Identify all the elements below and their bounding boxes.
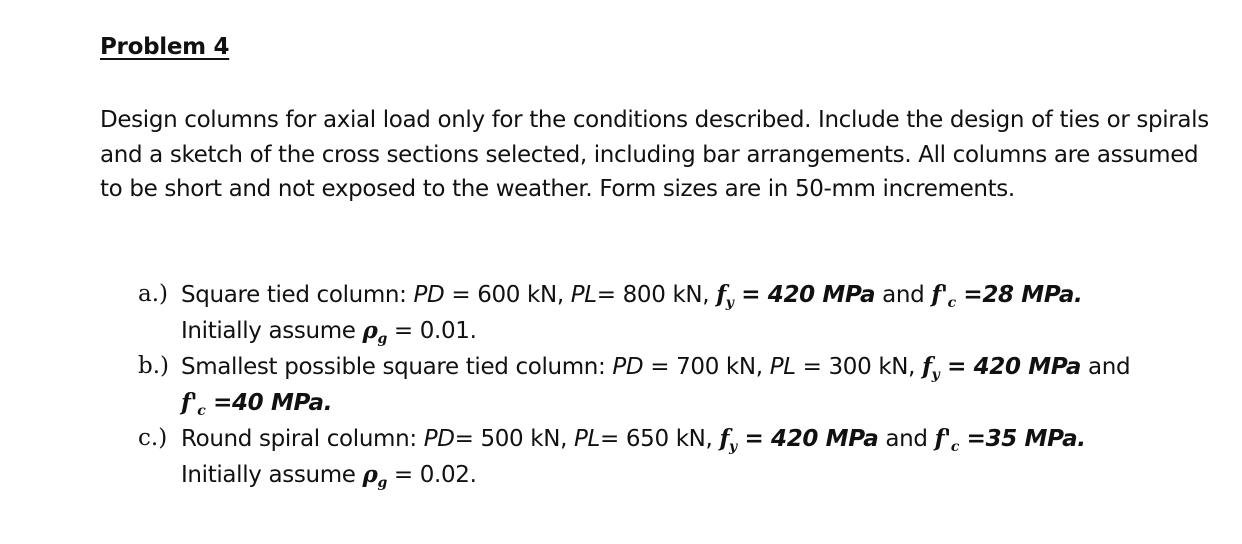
rho-symbol: $\rho_g$ [362,317,387,347]
fy-symbol: $f_y$ [716,281,734,311]
condition-a-line-1 [181,277,1218,313]
pd-label: PD [413,282,445,308]
rho-value: = 0.02. [386,462,477,488]
and-text: and [878,426,935,452]
pl-value: = 650 kN, [600,426,720,452]
condition-a [138,277,1218,349]
fc-symbol: $f'_c$ [931,281,956,311]
and-text: and [875,282,932,308]
pl-label: PL [769,354,796,380]
fc-symbol: $f'_c$ [181,389,206,419]
condition-a-line-2 [181,313,1218,349]
pd-label: PD [423,426,455,452]
fc-value: =28 MPa. [955,282,1083,308]
fy-value: = 420 MPa [733,282,876,308]
pl-label: PL [574,426,601,452]
fy-value: = 420 MPa [736,426,879,452]
and-text: and [1081,354,1131,380]
column-type: Round spiral column: [181,426,424,452]
rho-lead: Initially assume [181,462,363,488]
pl-value: = 800 kN, [596,282,717,308]
pd-value: = 500 kN, [454,426,575,452]
pd-value: = 600 kN, [444,282,571,308]
condition-b [138,349,1218,421]
condition-b-line-2 [181,385,1218,421]
rho-lead: Initially assume [181,318,363,344]
rho-symbol: $\rho_g$ [362,461,387,491]
pd-value: = 700 kN, [643,354,770,380]
fy-symbol: $f_y$ [922,353,940,383]
condition-c-line-1 [181,421,1218,457]
fc-value: =40 MPa. [205,390,333,416]
problem-intro: Design columns for axial load only for the conditions described. Include the design of ties or spirals and a sketch of the cross sections selected, including bar arrangements. All columns are assumed to be short and not exposed to the weather. Form sizes are in 50-mm increments. [100,107,1209,202]
fy-symbol: $f_y$ [719,425,737,455]
pd-label: PD [612,354,644,380]
pl-value: = 300 kN, [795,354,923,380]
fc-value: =35 MPa. [959,426,1086,452]
rho-value: = 0.01. [386,318,477,344]
problem-title: Problem 4 [100,34,230,60]
column-type: Smallest possible square tied column: [181,354,613,380]
fc-symbol: $f'_c$ [934,425,960,455]
item-marker: b.) [138,353,170,379]
condition-c [138,421,1218,493]
column-type: Square tied column: [181,282,414,308]
conditions-list [138,277,1218,493]
condition-c-line-2 [181,457,1218,493]
pl-label: PL [570,282,597,308]
item-marker: a.) [138,281,168,307]
fy-value: = 420 MPa [939,354,1082,380]
condition-b-line-1 [181,349,1218,385]
item-marker: c.) [138,425,168,451]
